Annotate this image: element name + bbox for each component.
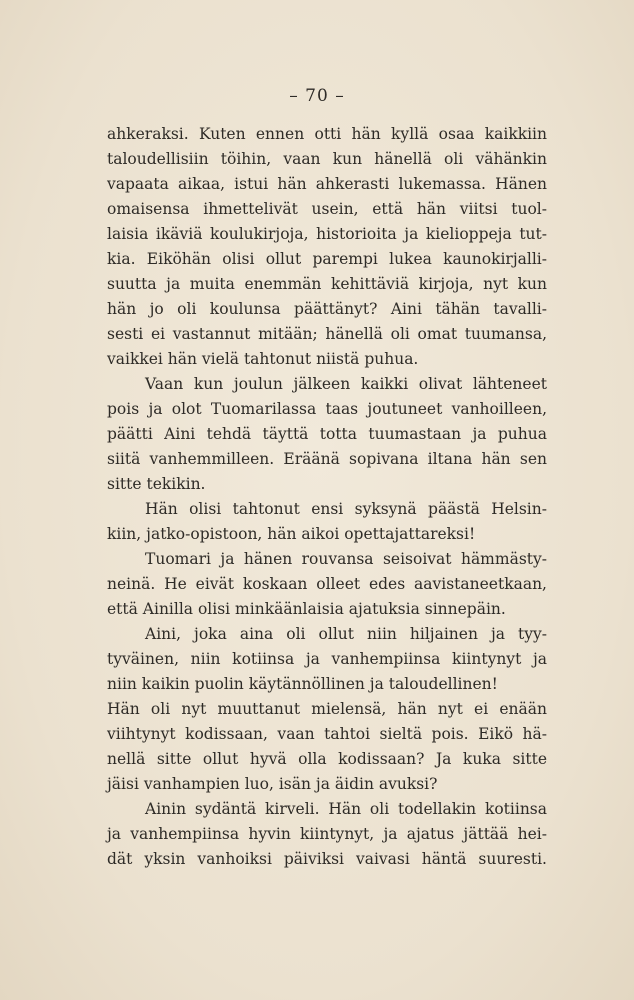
text-line: pois ja olot Tuomarilassa taas joutuneet vanhoilleen, <box>107 400 547 418</box>
text-line: viihtynyt kodissaan, vaan tahtoi sieltä pois. Eikö hä- <box>107 725 547 743</box>
page-number: – 70 – <box>289 86 345 106</box>
text-line: hän jo oli koulunsa päättänyt? Aini tähän tavalli- <box>107 300 547 318</box>
text-line: sesti ei vastannut mitään; hänellä oli omat tuumansa, <box>107 325 547 343</box>
paragraph-start-line: Aini, joka aina oli ollut niin hiljainen ja tyy- <box>145 625 547 643</box>
paragraph-start-line: Ainin sydäntä kirveli. Hän oli todellakin kotiinsa <box>145 800 547 818</box>
text-line: tyväinen, niin kotiinsa ja vanhempiinsa kiintynyt ja <box>107 650 547 668</box>
paragraph-end-line: että Ainilla olisi minkäänlaisia ajatuksia sinnepäin. <box>107 600 506 618</box>
text-line: vapaata aikaa, istui hän ahkerasti lukemassa. Hänen <box>107 175 547 193</box>
paragraph-end-line: sitte tekikin. <box>107 475 206 493</box>
text-line: kia. Eiköhän olisi ollut parempi lukea kaunokirjalli- <box>107 250 547 268</box>
body-text <box>107 122 547 872</box>
text-line: omaisensa ihmettelivät usein, että hän viitsi tuol- <box>107 200 547 218</box>
paragraph-start-line: Vaan kun joulun jälkeen kaikki olivat lähteneet <box>145 375 547 393</box>
text-line: laisia ikäviä koulukirjoja, historioita ja kielioppeja tut- <box>107 225 547 243</box>
paragraph-start-line: Tuomari ja hänen rouvansa seisoivat hämmästy- <box>145 550 547 568</box>
paragraph-end-line: jäisi vanhampien luo, isän ja äidin avuksi? <box>107 775 438 793</box>
paragraph-end-line: kiin, jatko-opistoon, hän aikoi opettajattareksi! <box>107 525 476 543</box>
text-line: nellä sitte ollut hyvä olla kodissaan? Ja kuka sitte <box>107 750 547 768</box>
text-line: neinä. He eivät koskaan olleet edes aavistaneetkaan, <box>107 575 547 593</box>
text-line: päätti Aini tehdä täyttä totta tuumastaan ja puhua <box>107 425 547 443</box>
paragraph-end-line: vaikkei hän vielä tahtonut niistä puhua. <box>107 350 419 368</box>
text-line: siitä vanhemmilleen. Eräänä sopivana iltana hän sen <box>107 450 547 468</box>
paragraph-start-line: Hän olisi tahtonut ensi syksynä päästä Helsin- <box>145 500 547 518</box>
text-line: taloudellisiin töihin, vaan kun hänellä oli vähänkin <box>107 150 547 168</box>
text-line: dät yksin vanhoiksi päiviksi vaivasi häntä suuresti. <box>107 850 547 868</box>
text-line: niin kaikin puolin käytännöllinen ja taloudellinen! <box>107 675 498 693</box>
text-line: Hän oli nyt muuttanut mielensä, hän nyt ei enään <box>107 700 547 718</box>
text-line: ahkeraksi. Kuten ennen otti hän kyllä osaa kaikkiin <box>107 125 547 143</box>
text-line: suutta ja muita enemmän kehittäviä kirjoja, nyt kun <box>107 275 547 293</box>
text-line: ja vanhempiinsa hyvin kiintynyt, ja ajatus jättää hei- <box>107 825 547 843</box>
